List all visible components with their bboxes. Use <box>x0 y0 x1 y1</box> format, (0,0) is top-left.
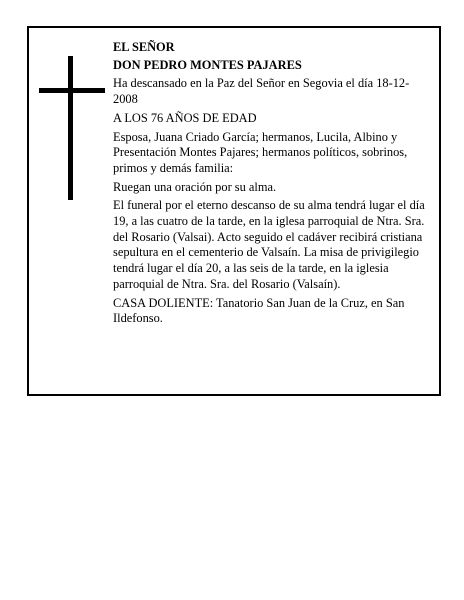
mourning-house: CASA DOLIENTE: Tanatorio San Juan de la Cruz, en San Ildefonso. <box>113 295 405 326</box>
cross-horizontal-bar <box>39 88 105 93</box>
death-notice: Ha descansado en la Paz del Señor en Segovia el día 18-12-2008 <box>113 76 410 107</box>
obituary-notice <box>27 26 441 396</box>
cross-vertical-bar <box>68 56 73 200</box>
cross-icon <box>39 56 105 200</box>
deceased-title: EL SEÑOR <box>113 40 175 54</box>
prayer-line: Ruegan una oración por su alma. <box>113 179 277 194</box>
age-line: A LOS 76 AÑOS DE EDAD <box>113 110 257 125</box>
deceased-name: DON PEDRO MONTES PAJARES <box>113 57 302 72</box>
family-line: Esposa, Juana Criado García; hermanos, Lucila, Albino y Presentación Montes Pajares; hermanos políticos, sobrinos, primos y demás familia: <box>113 129 408 175</box>
obituary-text <box>113 40 431 330</box>
funeral-details: El funeral por el eterno descanso de su alma tendrá lugar el día 19, a las cuatro de la tarde, en la iglesa parroquial de Ntra. Sra. del Rosario (Valsai). Acto seguido el cadáver recibirá cristiana sepultura en el cementerio de Valsaín. La misa de privigilegio tendrá lugar el día 20, a las seis de la tarde, en la iglesia parroquial de Ntra. Sra. del Rosario (Valsaín). <box>113 198 425 291</box>
